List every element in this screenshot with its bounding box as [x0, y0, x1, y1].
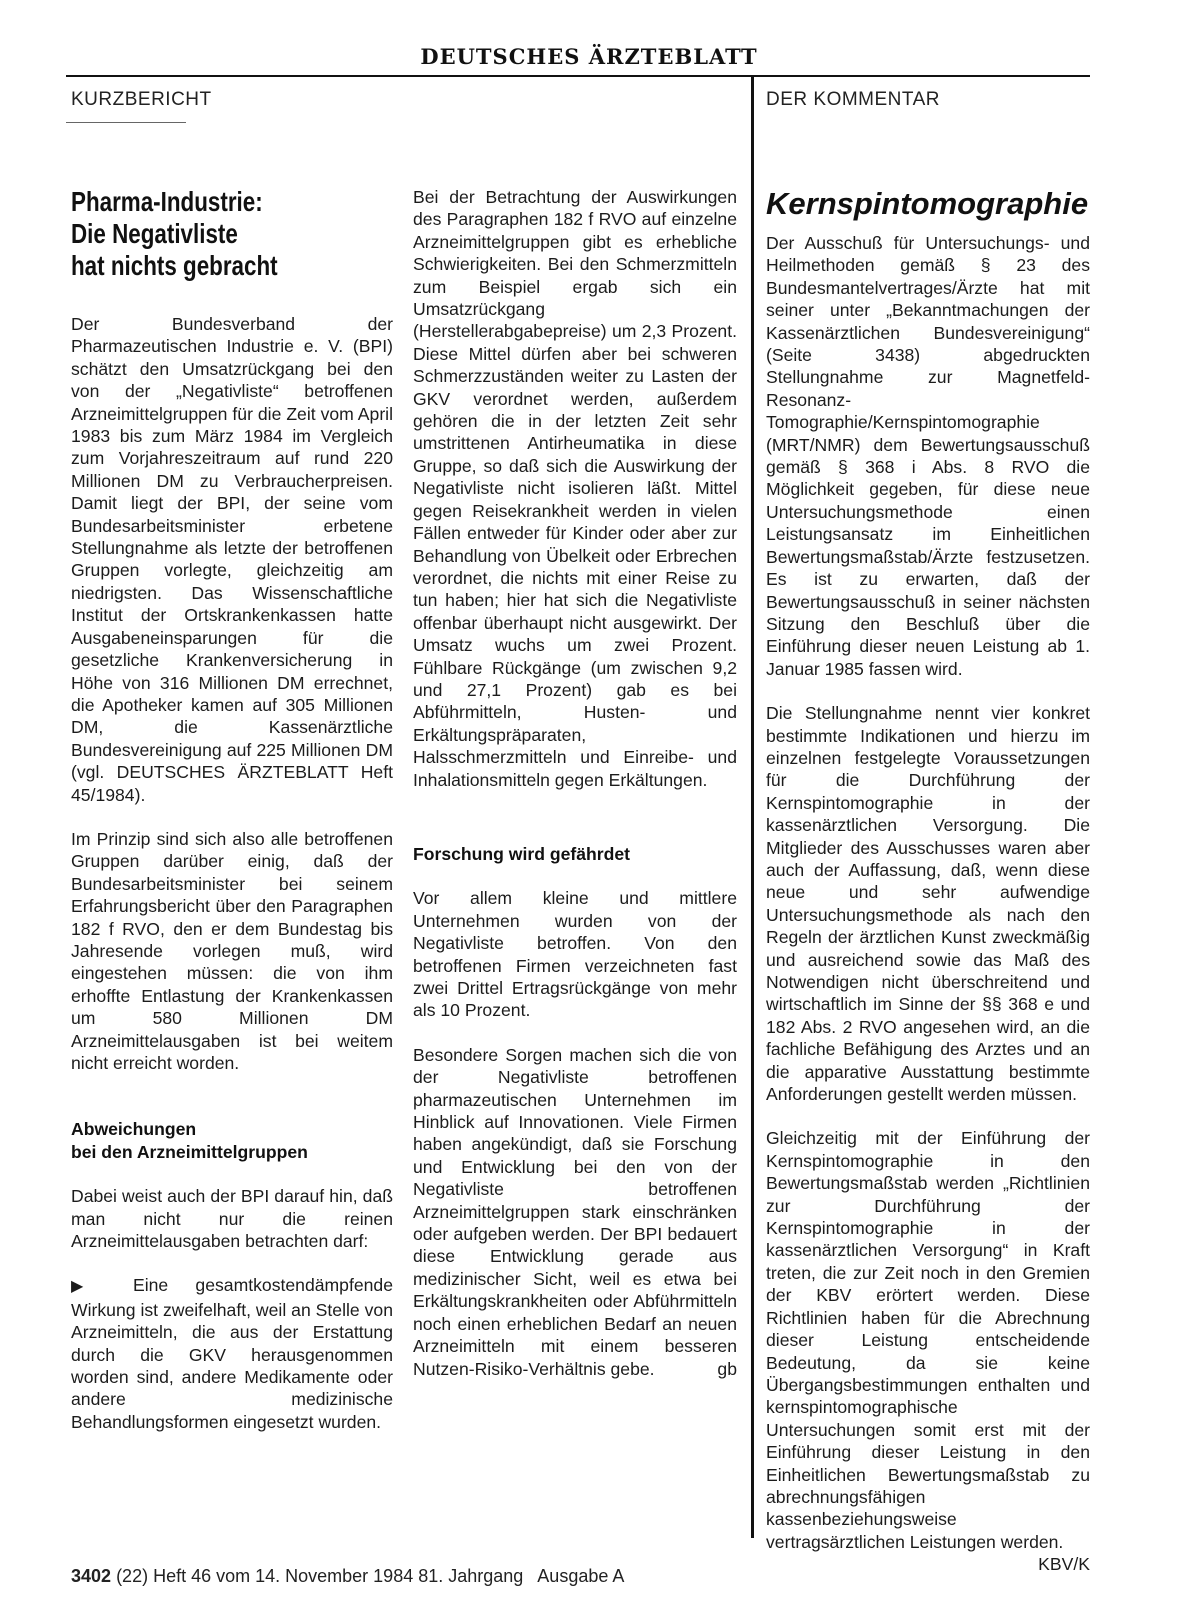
- paragraph-last: [413, 1044, 737, 1380]
- bullet-text: Eine gesamtkostendämpfende Wirkung ist zweifelhaft, weil an Stelle von Arzneimitteln, die aus der Erstattung durch die GKV herausgenommen worden sind, andere Medikamente oder andere medizinische Behandlungsformen eingesetzt wurden.: [71, 1275, 393, 1432]
- masthead: DEUTSCHES ÄRZTEBLATT: [420, 44, 758, 69]
- headline-line: Die Negativliste: [71, 218, 238, 249]
- subheading-line: bei den Arzneimittelgruppen: [71, 1141, 308, 1162]
- paragraph-text: Gleichzeitig mit der Einführung der Kernspintomographie in den Bewertungsmaßstab werden „Richtlinien zur Durchführung der Kernspintomographie in der kassenärztlichen Versorgung“ in Kraft treten, die zur Zeit noch in den Gremien der KBV erörtert werden. Diese Richtlinien haben für die Abrechnung dieser Leistung entscheidende Bedeutung, da sie keine Übergangsbestimmungen enthalten und kernspintomographische Untersuchungen somit erst mit der Einführung dieser Leistung in den Einheitlichen Bewertungsmaßstab zu abrechnungsfähigen kassenbeziehungsweise vertragsärztlichen Leistungen werden.: [766, 1128, 1090, 1552]
- paragraph: Dabei weist auch der BPI darauf hin, daß man nicht nur die reinen Arzneimittelausgaben betrachten darf:: [71, 1186, 393, 1252]
- header-rule: [66, 75, 1090, 77]
- subheading-line: Abweichungen: [71, 1119, 197, 1140]
- triangle-bullet-icon: ▶: [71, 1278, 106, 1296]
- paragraph: Im Prinzip sind sich also alle betroffenen Gruppen darüber einig, daß der Bundesarbeitsminister bei seinem Erfahrungsbericht über den Paragraphen 182 f RVO, den er dem Bundestag bis Jahresende vorlegen muß, wird eingestehen müssen: die von ihm erhoffte Entlastung der Krankenkassen um 580 Millionen DM Arzneimittelausgaben ist bei weitem nicht erreicht worden.: [71, 828, 393, 1073]
- commentary-column: [766, 186, 1090, 1576]
- paragraph: Bei der Betrachtung der Auswirkungen des Paragraphen 182 f RVO auf einzelne Arzneimittelgruppen gibt es erhebliche Schwierigkeiten. Bei den Schmerzmitteln zum Beispiel ergab sich ein Umsatzrückgang (Herstellerabgabepreise) um 2,3 Prozent. Diese Mittel dürfen aber bei schweren Schmerzzuständen weiter zu Lasten der GKV verordnet werden, außerdem gehören die in der letzten Zeit sehr umstrittenen Antirheumatika in diese Gruppe, so daß sich die Auswirkung der Negativliste nicht isolieren läßt. Mittel gegen Reisekrankheit werden in vielen Fällen entweder für Kinder oder aber zur Behandlung von Übelkeit oder Erbrechen verordnet, die nichts mit einer Reise zu tun haben; hier hat sich die Negativliste offenbar überhaupt nicht ausgewirkt. Der Umsatz wuchs um zwei Prozent. Fühlbare Rückgänge (um zwischen 9,2 und 27,1 Prozent) gab es bei Abführmitteln, Husten- und Erkältungspräparaten, Halsschmerzmitteln und Einreibe- und Inhalationsmitteln gegen Erkältungen.: [413, 187, 737, 790]
- section-underline: [66, 122, 186, 123]
- author-signature: KBV/K: [1038, 1554, 1090, 1575]
- paragraph: Vor allem kleine und mittlere Unternehmen wurden von der Negativliste betroffen. Von den betroffenen Firmen verzeichneten fast zwei Drittel Ertragsrückgänge von mehr als 10 Prozent.: [413, 888, 737, 1021]
- page-number: 3402: [71, 1566, 112, 1586]
- headline-line: hat nichts gebracht: [71, 250, 278, 281]
- subheading-forschung: Forschung wird gefährdet: [413, 843, 631, 864]
- section-label-commentary: DER KOMMENTAR: [766, 89, 940, 110]
- report-column-2: [413, 186, 737, 1402]
- section-label-report: KURZBERICHT: [71, 89, 212, 110]
- page-footer: [71, 1566, 624, 1587]
- report-column-1: [71, 186, 393, 1455]
- author-signature: gb: [717, 1358, 737, 1379]
- headline-line: Pharma-Industrie:: [71, 186, 263, 217]
- paragraph: Der Ausschuß für Untersuchungs- und Heilmethoden gemäß § 23 des Bundesmantelvertrages/Ärzte hat mit seiner unter „Bekanntmachungen der Kassenärztlichen Bundesvereinigung“ (Seite 3438) abgedruckten Stellungnahme zur Magnetfeld-Resonanz-Tomographie/Kernspintomographie (MRT/NMR) dem Bewertungsausschuß gemäß § 368 i Abs. 8 RVO die Möglichkeit gegeben, für diese neue Untersuchungsmethode einen Leistungsansatz im Einheitlichen Bewertungsmaßstab/Ärzte festzusetzen. Es ist zu erwarten, daß der Bewertungsausschuß in seiner nächsten Sitzung den Beschluß über die Einführung dieser neuen Leistung ab 1. Januar 1985 fassen wird.: [766, 233, 1090, 679]
- column-divider: [751, 76, 754, 1538]
- subheading-abweichungen: [71, 1118, 393, 1163]
- bullet-paragraph: [71, 1274, 393, 1433]
- paragraph-text: Besondere Sorgen machen sich die von der Negativliste betroffenen pharmazeutischen Unternehmen im Hinblick auf Innovationen. Viele Firmen haben angekündigt, daß sie Forschung und Entwicklung bei den von der Negativliste betroffenen Arzneimittelgruppen stark einschränken oder aufgeben werden. Der BPI bedauert diese Entwicklung gerade aus medizinischer Sicht, weil es etwa bei Erkältungskrankheiten oder Abführmitteln noch einen erheblichen Bedarf an neuen Arzneimitteln mit einem besseren Nutzen-Risiko-Verhältnis gebe.: [413, 1044, 737, 1379]
- paragraph-last: [766, 1127, 1090, 1575]
- report-headline: [71, 186, 391, 282]
- paragraph: Der Bundesverband der Pharmazeutischen Industrie e. V. (BPI) schätzt den Umsatzrückgang bei den von der „Negativliste“ betroffenen Arzneimittelgruppen für die Zeit vom April 1983 bis zum März 1984 im Vergleich zum Vorjahreszeitraum auf rund 220 Millionen DM zu Verbraucherpreisen. Damit liegt der BPI, der seine vom Bundesarbeitsminister erbetene Stellungnahme als letzte der betroffenen Gruppen vorlegte, gleichzeitig am niedrigsten. Das Wissenschaftliche Institut der Ortskrankenkassen hatte Ausgabeneinsparungen für die gesetzliche Krankenversicherung in Höhe von 316 Millionen DM errechnet, die Apotheker kamen auf 305 Millionen DM, die Kassenärztliche Bundesvereinigung auf 225 Millionen DM (vgl. DEUTSCHES ÄRZTEBLATT Heft 45/1984).: [71, 314, 393, 805]
- paragraph: Die Stellungnahme nennt vier konkret bestimmte Indikationen und hierzu im einzelnen festgelegte Voraussetzungen für die Durchführung der Kernspintomographie in der kassenärztlichen Versorgung. Die Mitglieder des Ausschusses waren aber auch der Auffassung, daß, wenn diese neue und sehr aufwendige Untersuchungsmethode als nach den Regeln der ärztlichen Kunst zweckmäßig und ausreichend sowie das Maß des Notwendigen nicht überschreitend und wirtschaftlich im Sinne der §§ 368 e und 182 Abs. 2 RVO angesehen wird, an die fachliche Befähigung des Arztes und an die apparative Ausstattung bestimmte Anforderungen gestellt werden müssen.: [766, 703, 1090, 1105]
- commentary-title: Kernspintomographie: [766, 186, 1089, 221]
- issue-info: (22) Heft 46 vom 14. November 1984 81. Jahrgang Ausgabe A: [116, 1566, 625, 1586]
